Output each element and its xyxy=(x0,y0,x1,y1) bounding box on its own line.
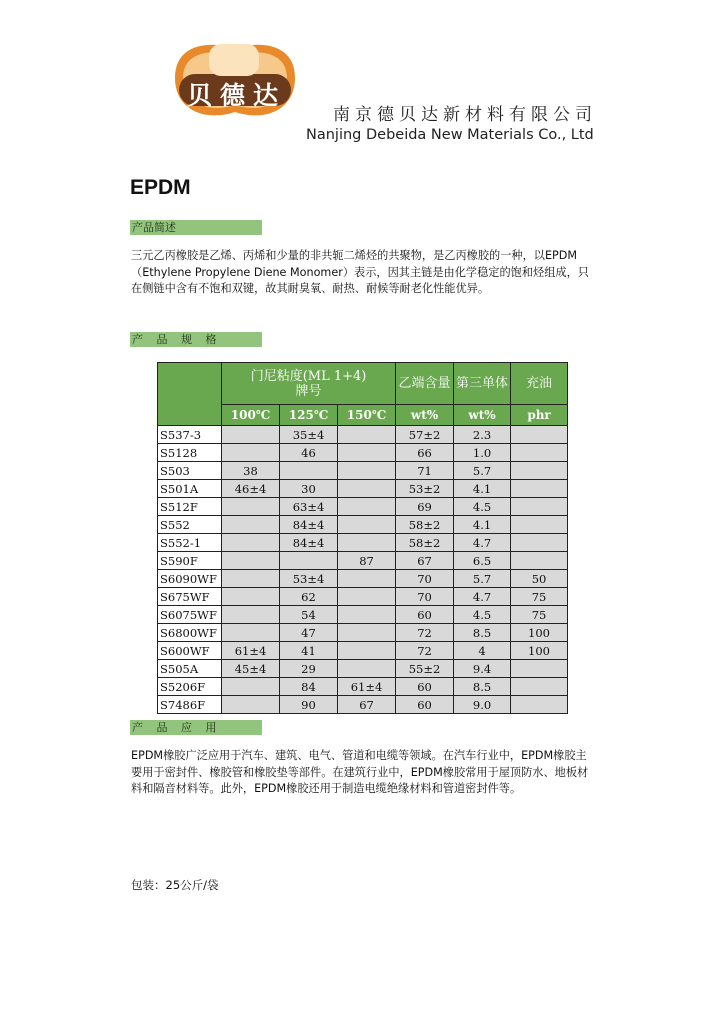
grade-cell: S6075WF xyxy=(158,606,222,624)
value-cell: 60 xyxy=(396,606,454,624)
value-cell: 29 xyxy=(280,660,338,678)
grade-cell: S675WF xyxy=(158,588,222,606)
value-cell: 9.4 xyxy=(454,660,511,678)
value-cell: 45±4 xyxy=(222,660,280,678)
company-logo xyxy=(165,38,303,124)
value-cell: 69 xyxy=(396,498,454,516)
value-cell: 2.3 xyxy=(454,426,511,444)
table-header-oil: 充油 xyxy=(511,363,568,405)
company-name-en: Nanjing Debeida New Materials Co., Ltd xyxy=(306,127,594,143)
value-cell: 38 xyxy=(222,462,280,480)
value-cell xyxy=(511,678,568,696)
value-cell xyxy=(511,696,568,714)
table-row xyxy=(158,696,568,714)
grade-cell: S5206F xyxy=(158,678,222,696)
grade-cell: S600WF xyxy=(158,642,222,660)
subheader-150: 150℃ xyxy=(338,405,396,426)
table-row xyxy=(158,480,568,498)
section-overview-heading: 产品简述 xyxy=(130,220,262,235)
value-cell: 75 xyxy=(511,606,568,624)
value-cell xyxy=(511,426,568,444)
table-row xyxy=(158,588,568,606)
subheader-125: 125℃ xyxy=(280,405,338,426)
value-cell: 84 xyxy=(280,678,338,696)
value-cell xyxy=(338,498,396,516)
value-cell: 4.1 xyxy=(454,516,511,534)
grade-cell: S6800WF xyxy=(158,624,222,642)
value-cell xyxy=(338,426,396,444)
subheader-wt-ethylene: wt% xyxy=(396,405,454,426)
value-cell xyxy=(338,516,396,534)
packaging-note: 包装：25公斤/袋 xyxy=(131,878,219,892)
value-cell xyxy=(511,444,568,462)
page-title: EPDM xyxy=(130,176,191,199)
value-cell: 72 xyxy=(396,642,454,660)
value-cell: 72 xyxy=(396,624,454,642)
grade-cell: S590F xyxy=(158,552,222,570)
value-cell: 90 xyxy=(280,696,338,714)
value-cell: 53±2 xyxy=(396,480,454,498)
value-cell xyxy=(338,642,396,660)
table-header-blank xyxy=(158,363,222,426)
value-cell xyxy=(511,516,568,534)
logo-text: 贝德达 xyxy=(187,81,287,110)
table-row xyxy=(158,498,568,516)
value-cell: 53±4 xyxy=(280,570,338,588)
value-cell xyxy=(338,480,396,498)
value-cell xyxy=(280,552,338,570)
value-cell: 70 xyxy=(396,588,454,606)
value-cell: 4.7 xyxy=(454,588,511,606)
table-row xyxy=(158,624,568,642)
value-cell xyxy=(280,462,338,480)
value-cell: 67 xyxy=(396,552,454,570)
value-cell xyxy=(511,498,568,516)
table-row xyxy=(158,462,568,480)
value-cell xyxy=(338,444,396,462)
grade-cell: S501A xyxy=(158,480,222,498)
value-cell: 54 xyxy=(280,606,338,624)
value-cell xyxy=(511,462,568,480)
value-cell xyxy=(511,480,568,498)
mooney-label: 门尼粘度(ML 1+4) xyxy=(250,368,367,384)
value-cell: 58±2 xyxy=(396,534,454,552)
value-cell xyxy=(511,660,568,678)
section-application-heading: 产 品 应 用 xyxy=(130,720,262,735)
overview-paragraph: 三元乙丙橡胶是乙烯、丙烯和少量的非共轭二烯烃的共聚物，是乙丙橡胶的一种，以EPDM（Ethylene Propylene Diene Monomer）表示，因其主链是由化学稳定的饱和烃组成，只在侧链中含有不饱和双键，故其耐臭氧、耐热、耐候等耐老化性能优异。 xyxy=(131,249,589,295)
value-cell xyxy=(222,444,280,462)
table-row xyxy=(158,552,568,570)
value-cell: 30 xyxy=(280,480,338,498)
table-header-ethylene: 乙端含量 xyxy=(396,363,454,405)
value-cell: 55±2 xyxy=(396,660,454,678)
value-cell xyxy=(222,588,280,606)
value-cell: 60 xyxy=(396,678,454,696)
value-cell: 57±2 xyxy=(396,426,454,444)
spec-table xyxy=(157,362,568,714)
value-cell: 1.0 xyxy=(454,444,511,462)
value-cell: 9.0 xyxy=(454,696,511,714)
company-name-cn: 南京德贝达新材料有限公司 xyxy=(333,105,597,125)
grade-cell: S503 xyxy=(158,462,222,480)
value-cell: 47 xyxy=(280,624,338,642)
section-spec-heading: 产 品 规 格 xyxy=(130,332,262,347)
value-cell: 63±4 xyxy=(280,498,338,516)
table-row xyxy=(158,426,568,444)
value-cell: 4.7 xyxy=(454,534,511,552)
value-cell xyxy=(222,426,280,444)
value-cell xyxy=(222,552,280,570)
value-cell xyxy=(511,552,568,570)
table-header-mooney xyxy=(222,363,396,405)
value-cell: 6.5 xyxy=(454,552,511,570)
value-cell: 61±4 xyxy=(222,642,280,660)
value-cell xyxy=(222,534,280,552)
value-cell: 75 xyxy=(511,588,568,606)
grade-label: 牌号 xyxy=(295,383,322,399)
application-paragraph: EPDM橡胶广泛应用于汽车、建筑、电气、管道和电缆等领域。在汽车行业中，EPDM橡胶主要用于密封件、橡胶管和橡胶垫等部件。在建筑行业中，EPDM橡胶常用于屋顶防水、地板材料和隔音材料等。此外，EPDM橡胶还用于制造电缆绝缘材料和管道密封件等。 xyxy=(131,749,589,795)
value-cell: 61±4 xyxy=(338,678,396,696)
value-cell: 5.7 xyxy=(454,462,511,480)
table-row xyxy=(158,660,568,678)
value-cell: 71 xyxy=(396,462,454,480)
value-cell xyxy=(222,570,280,588)
value-cell: 84±4 xyxy=(280,534,338,552)
grade-cell: S5128 xyxy=(158,444,222,462)
value-cell: 4.5 xyxy=(454,606,511,624)
grade-cell: S7486F xyxy=(158,696,222,714)
value-cell: 62 xyxy=(280,588,338,606)
value-cell xyxy=(222,696,280,714)
value-cell: 41 xyxy=(280,642,338,660)
grade-cell: S512F xyxy=(158,498,222,516)
grade-cell: S505A xyxy=(158,660,222,678)
table-row xyxy=(158,516,568,534)
value-cell: 35±4 xyxy=(280,426,338,444)
table-header-third-monomer: 第三单体 xyxy=(454,363,511,405)
value-cell xyxy=(338,660,396,678)
value-cell xyxy=(222,606,280,624)
grade-cell: S537-3 xyxy=(158,426,222,444)
value-cell: 46 xyxy=(280,444,338,462)
value-cell xyxy=(222,678,280,696)
value-cell xyxy=(338,462,396,480)
value-cell xyxy=(338,624,396,642)
value-cell: 87 xyxy=(338,552,396,570)
value-cell xyxy=(222,498,280,516)
value-cell: 58±2 xyxy=(396,516,454,534)
table-row xyxy=(158,642,568,660)
value-cell xyxy=(338,570,396,588)
table-row xyxy=(158,606,568,624)
value-cell xyxy=(338,534,396,552)
value-cell xyxy=(338,606,396,624)
value-cell xyxy=(511,534,568,552)
value-cell xyxy=(338,588,396,606)
table-row xyxy=(158,570,568,588)
value-cell: 8.5 xyxy=(454,624,511,642)
subheader-100: 100℃ xyxy=(222,405,280,426)
value-cell: 5.7 xyxy=(454,570,511,588)
value-cell: 4.5 xyxy=(454,498,511,516)
grade-cell: S552-1 xyxy=(158,534,222,552)
value-cell: 4 xyxy=(454,642,511,660)
value-cell: 66 xyxy=(396,444,454,462)
value-cell: 70 xyxy=(396,570,454,588)
table-row xyxy=(158,534,568,552)
value-cell: 60 xyxy=(396,696,454,714)
subheader-phr: phr xyxy=(511,405,568,426)
value-cell: 50 xyxy=(511,570,568,588)
value-cell: 46±4 xyxy=(222,480,280,498)
value-cell xyxy=(222,516,280,534)
grade-cell: S6090WF xyxy=(158,570,222,588)
value-cell: 100 xyxy=(511,624,568,642)
table-row xyxy=(158,678,568,696)
value-cell: 4.1 xyxy=(454,480,511,498)
value-cell: 67 xyxy=(338,696,396,714)
value-cell: 84±4 xyxy=(280,516,338,534)
subheader-wt-third: wt% xyxy=(454,405,511,426)
value-cell: 8.5 xyxy=(454,678,511,696)
value-cell xyxy=(222,624,280,642)
value-cell: 100 xyxy=(511,642,568,660)
table-row xyxy=(158,444,568,462)
grade-cell: S552 xyxy=(158,516,222,534)
